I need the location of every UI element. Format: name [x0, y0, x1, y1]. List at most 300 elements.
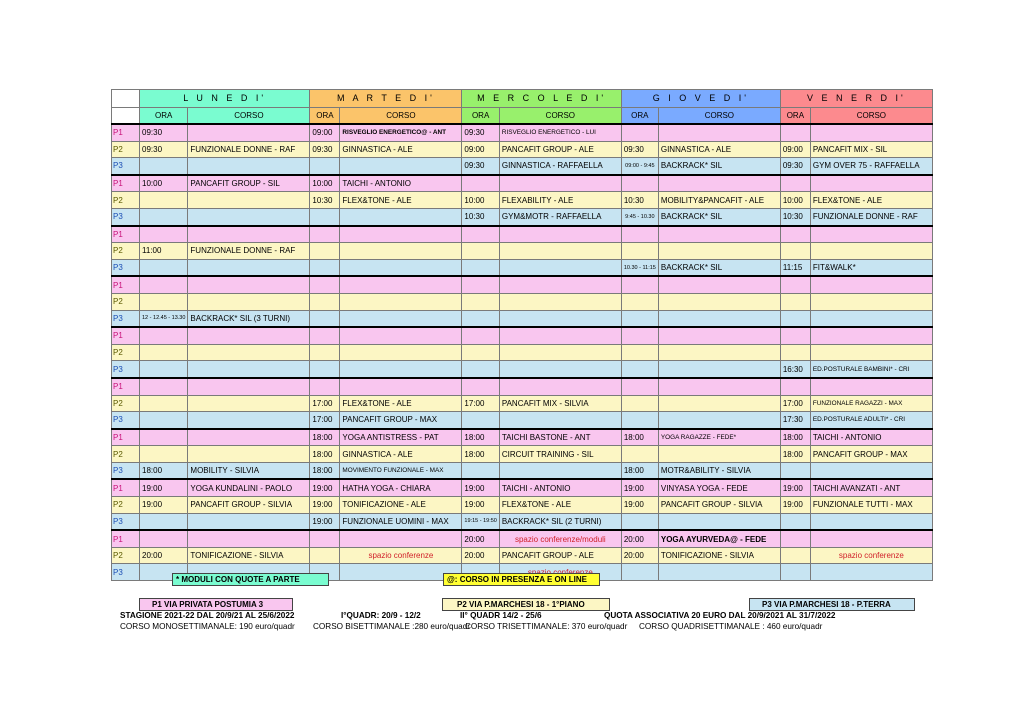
course-cell [188, 378, 310, 395]
table-row [112, 547, 933, 564]
table-row [112, 446, 933, 463]
course-cell [658, 446, 780, 463]
time-cell: 20:00 [140, 547, 188, 564]
time-cell [310, 158, 340, 175]
time-cell [462, 276, 499, 293]
time-cell [140, 361, 188, 378]
course-cell [188, 344, 310, 361]
course-cell [499, 276, 621, 293]
time-cell [310, 276, 340, 293]
location-code: P2 [112, 192, 140, 209]
location-code: P3 [112, 310, 140, 327]
course-cell: FLEX&TONE - ALE [810, 192, 932, 209]
location-p2: P2 VIA P.MARCHESI 18 - 1°PIANO [442, 598, 610, 611]
location-code: P1 [112, 378, 140, 395]
course-cell [810, 124, 932, 141]
course-cell: FUNZIONALE TUTTI - MAX [810, 497, 932, 514]
course-cell [658, 513, 780, 530]
legend-online: @: CORSO IN PRESENZA E ON LINE [443, 573, 600, 586]
course-cell [810, 327, 932, 344]
time-cell [310, 327, 340, 344]
course-cell: HATHA YOGA - CHIARA [340, 479, 462, 496]
time-cell [621, 395, 658, 412]
table-row [112, 479, 933, 496]
time-cell [621, 310, 658, 327]
course-cell [499, 361, 621, 378]
table-row [112, 429, 933, 446]
course-cell [188, 513, 310, 530]
time-cell [780, 530, 810, 547]
ora-header: ORA [140, 108, 188, 125]
time-cell: 10:30 [310, 192, 340, 209]
time-cell: 19:00 [780, 497, 810, 514]
column-header-row [112, 108, 933, 125]
course-cell: TONIFICAZIONE - ALE [340, 497, 462, 514]
course-cell: BACKRACK* SIL (2 TURNI) [499, 513, 621, 530]
course-cell: BACKRACK* SIL (3 TURNI) [188, 310, 310, 327]
course-cell: ED.POSTURALE ADULTI* - CRI [810, 412, 932, 429]
course-cell: FUNZIONALE UOMINI - MAX [340, 513, 462, 530]
time-cell [310, 378, 340, 395]
table-row [112, 378, 933, 395]
table-row [112, 293, 933, 310]
time-cell: 10:00 [780, 192, 810, 209]
time-cell [310, 547, 340, 564]
time-cell [780, 547, 810, 564]
course-cell: BACKRACK* SIL [658, 208, 780, 225]
table-row [112, 259, 933, 276]
location-code: P2 [112, 141, 140, 158]
time-cell: 17:30 [780, 412, 810, 429]
time-cell [140, 446, 188, 463]
course-cell [499, 327, 621, 344]
course-cell [499, 378, 621, 395]
time-cell: 12 - 12.45 - 13.30 [140, 310, 188, 327]
time-cell [140, 344, 188, 361]
time-cell [621, 293, 658, 310]
time-cell: 19:00 [140, 479, 188, 496]
footer-bi: CORSO BISETTIMANALE :280 euro/quadr [313, 622, 470, 631]
time-cell: 18:00 [621, 462, 658, 479]
course-cell: FLEX&TONE - ALE [499, 497, 621, 514]
time-cell: 10:30 [462, 208, 499, 225]
time-cell: 11:00 [140, 243, 188, 260]
ora-header: ORA [621, 108, 658, 125]
time-cell: 10:00 [462, 192, 499, 209]
day-header-row [112, 90, 933, 108]
time-cell [621, 175, 658, 192]
time-cell: 18:00 [310, 429, 340, 446]
time-cell: 18:00 [310, 446, 340, 463]
course-cell [340, 378, 462, 395]
course-cell: spazio conferenze [340, 547, 462, 564]
course-cell: PANCAFIT MIX - SILVIA [499, 395, 621, 412]
time-cell: 19:00 [621, 479, 658, 496]
time-cell [140, 412, 188, 429]
time-cell [140, 226, 188, 243]
time-cell: 16:30 [780, 361, 810, 378]
course-cell: BACKRACK* SIL [658, 259, 780, 276]
time-cell [780, 243, 810, 260]
time-cell: 19:00 [780, 479, 810, 496]
time-cell: 10.30 - 11:15 [621, 259, 658, 276]
time-cell [462, 243, 499, 260]
corso-header: CORSO [810, 108, 932, 125]
footer-mono: CORSO MONOSETTIMANALE: 190 euro/quadr [120, 622, 295, 631]
course-cell [340, 276, 462, 293]
footer-quadri: CORSO QUADRISETTIMANALE : 460 euro/quadr [639, 622, 823, 631]
table-row [112, 124, 933, 141]
time-cell [140, 158, 188, 175]
course-cell: PANCAFIT MIX - SIL [810, 141, 932, 158]
legend-moduli: * MODULI CON QUOTE A PARTE [172, 573, 329, 586]
time-cell: 11:15 [780, 259, 810, 276]
course-cell [810, 276, 932, 293]
time-cell [621, 124, 658, 141]
time-cell: 10:30 [621, 192, 658, 209]
time-cell: 19:00 [621, 497, 658, 514]
course-cell [810, 175, 932, 192]
course-cell: YOGA RAGAZZE - FEDE* [658, 429, 780, 446]
course-cell [188, 361, 310, 378]
location-code: P1 [112, 530, 140, 547]
time-cell: 09:30 [140, 124, 188, 141]
time-cell [621, 344, 658, 361]
course-cell: BACKRACK* SIL [658, 158, 780, 175]
time-cell [780, 124, 810, 141]
time-cell: 20:00 [462, 547, 499, 564]
time-cell: 19:00 [462, 479, 499, 496]
day-header-mercoledi: M E R C O L E D I' [462, 90, 621, 108]
course-cell [810, 226, 932, 243]
location-code: P3 [112, 259, 140, 276]
time-cell: 17:00 [462, 395, 499, 412]
course-cell [658, 327, 780, 344]
time-cell: 10:00 [140, 175, 188, 192]
location-code: P1 [112, 124, 140, 141]
time-cell [621, 564, 658, 581]
location-code: P1 [112, 429, 140, 446]
time-cell [310, 259, 340, 276]
course-cell: MOBILITY&PANCAFIT - ALE [658, 192, 780, 209]
time-cell [310, 293, 340, 310]
course-cell [188, 158, 310, 175]
course-cell [340, 243, 462, 260]
course-cell: RISVEGLIO ENERGETICO@ - ANT [340, 124, 462, 141]
location-code: P2 [112, 344, 140, 361]
time-cell: 10:30 [780, 208, 810, 225]
course-cell [499, 412, 621, 429]
ora-header: ORA [310, 108, 340, 125]
course-cell [658, 310, 780, 327]
course-cell [499, 175, 621, 192]
time-cell [140, 429, 188, 446]
course-cell [658, 395, 780, 412]
course-cell: VINYASA YOGA - FEDE [658, 479, 780, 496]
schedule-table [111, 89, 933, 581]
time-cell: 20:00 [621, 530, 658, 547]
time-cell [621, 226, 658, 243]
time-cell: 18:00 [310, 462, 340, 479]
location-code: P2 [112, 547, 140, 564]
footer-quadr1: I°QUADR: 20/9 - 12/2 [341, 611, 421, 620]
course-cell [810, 243, 932, 260]
course-cell: ED.POSTURALE BAMBINI* - CRI [810, 361, 932, 378]
time-cell: 19:00 [310, 513, 340, 530]
course-cell [340, 293, 462, 310]
table-row [112, 462, 933, 479]
location-code: P1 [112, 226, 140, 243]
course-cell: CIRCUIT TRAINING - SIL [499, 446, 621, 463]
time-cell [621, 327, 658, 344]
course-cell [810, 530, 932, 547]
time-cell: 09:30 [621, 141, 658, 158]
course-cell [340, 327, 462, 344]
corso-header: CORSO [658, 108, 780, 125]
table-row [112, 276, 933, 293]
time-cell [780, 226, 810, 243]
course-cell [658, 175, 780, 192]
time-cell [462, 293, 499, 310]
time-cell: 09:30 [462, 124, 499, 141]
course-cell [188, 395, 310, 412]
course-cell [340, 361, 462, 378]
time-cell [780, 276, 810, 293]
ora-header: ORA [462, 108, 499, 125]
time-cell [780, 378, 810, 395]
course-cell [810, 513, 932, 530]
time-cell [140, 378, 188, 395]
course-cell: YOGA ANTISTRESS - PAT [340, 429, 462, 446]
course-cell [658, 124, 780, 141]
location-code: P1 [112, 175, 140, 192]
course-cell [340, 530, 462, 547]
time-cell: 18:00 [780, 446, 810, 463]
table-row [112, 361, 933, 378]
time-cell [310, 310, 340, 327]
time-cell [310, 530, 340, 547]
course-cell: FUNZIONALE RAGAZZI - MAX [810, 395, 932, 412]
course-cell [810, 344, 932, 361]
time-cell: 18:00 [140, 462, 188, 479]
time-cell [621, 276, 658, 293]
course-cell [188, 276, 310, 293]
course-cell [658, 564, 780, 581]
table-row [112, 243, 933, 260]
time-cell [140, 293, 188, 310]
day-header-lunedi: L U N E D I' [140, 90, 310, 108]
location-code: P2 [112, 446, 140, 463]
table-row [112, 141, 933, 158]
course-cell: TONIFICAZIONE - SILVIA [188, 547, 310, 564]
course-cell: RISVEGLIO ENERGETICO - LUI [499, 124, 621, 141]
course-cell [499, 259, 621, 276]
course-cell [188, 259, 310, 276]
course-cell [340, 344, 462, 361]
time-cell: 09:30 [780, 158, 810, 175]
course-cell [658, 412, 780, 429]
table-row [112, 497, 933, 514]
time-cell: 19:00 [310, 497, 340, 514]
course-cell: MOTR&ABILITY - SILVIA [658, 462, 780, 479]
time-cell: 09:00 [310, 124, 340, 141]
time-cell [462, 175, 499, 192]
course-cell [499, 310, 621, 327]
time-cell: 20:00 [462, 530, 499, 547]
time-cell [310, 361, 340, 378]
time-cell [780, 310, 810, 327]
time-cell: 18:00 [621, 429, 658, 446]
location-code: P2 [112, 497, 140, 514]
course-cell [810, 462, 932, 479]
time-cell: 10:00 [310, 175, 340, 192]
footer-tri: CORSO TRISETTIMANALE: 370 euro/quadr [465, 622, 628, 631]
course-cell [658, 293, 780, 310]
course-cell: FUNZIONALE DONNE - RAF [810, 208, 932, 225]
corner-cell [112, 90, 140, 108]
course-cell: PANCAFIT GROUP - SIL [188, 175, 310, 192]
course-cell [810, 564, 932, 581]
course-cell [810, 378, 932, 395]
course-cell [340, 310, 462, 327]
course-cell [658, 344, 780, 361]
course-cell [188, 124, 310, 141]
course-cell: GYM&MOTR - RAFFAELLA [499, 208, 621, 225]
day-header-giovedi: G I O V E D I' [621, 90, 780, 108]
course-cell [658, 243, 780, 260]
table-row [112, 513, 933, 530]
course-cell: PANCAFIT GROUP - ALE [499, 547, 621, 564]
course-cell: FLEX&TONE - ALE [340, 192, 462, 209]
footer-quota: QUOTA ASSOCIATIVA 20 EURO DAL 20/9/2021 AL 31/7/2022 [604, 611, 836, 620]
course-cell: FIT&WALK* [810, 259, 932, 276]
course-cell [499, 462, 621, 479]
course-cell [658, 378, 780, 395]
time-cell [780, 564, 810, 581]
location-code: P3 [112, 462, 140, 479]
time-cell [462, 344, 499, 361]
location-code: P3 [112, 208, 140, 225]
time-cell [310, 208, 340, 225]
location-code: P1 [112, 327, 140, 344]
time-cell [621, 243, 658, 260]
time-cell [621, 361, 658, 378]
course-cell: MOVIMENTO FUNZIONALE - MAX [340, 462, 462, 479]
course-cell: GINNASTICA - ALE [340, 446, 462, 463]
time-cell [780, 513, 810, 530]
course-cell: GINNASTICA - ALE [658, 141, 780, 158]
time-cell: 09:00 [462, 141, 499, 158]
course-cell [340, 158, 462, 175]
table-row [112, 175, 933, 192]
course-cell [188, 412, 310, 429]
time-cell: 19:15 - 19:50 [462, 513, 499, 530]
time-cell [462, 462, 499, 479]
location-code: P2 [112, 395, 140, 412]
course-cell [499, 293, 621, 310]
time-cell: 20:00 [621, 547, 658, 564]
table-row [112, 192, 933, 209]
day-header-martedi: M A R T E D I' [310, 90, 462, 108]
location-code: P2 [112, 293, 140, 310]
footer-stagione: STAGIONE 2021-22 DAL 20/9/21 AL 25/6/2022 [120, 611, 295, 620]
table-row [112, 158, 933, 175]
location-code: P3 [112, 412, 140, 429]
course-cell [340, 259, 462, 276]
footer-quadr2: II° QUADR 14/2 - 25/6 [460, 611, 542, 620]
course-cell: MOBILITY - SILVIA [188, 462, 310, 479]
course-cell [499, 344, 621, 361]
time-cell: 9:45 - 10.30 [621, 208, 658, 225]
course-cell: GINNASTICA - RAFFAELLA [499, 158, 621, 175]
course-cell: YOGA KUNDALINI - PAOLO [188, 479, 310, 496]
course-cell [188, 226, 310, 243]
table-row [112, 530, 933, 547]
time-cell [621, 446, 658, 463]
course-cell: GYM OVER 75 - RAFFAELLA [810, 158, 932, 175]
corso-header: CORSO [188, 108, 310, 125]
time-cell: 18:00 [780, 429, 810, 446]
time-cell: 17:00 [310, 412, 340, 429]
time-cell [140, 192, 188, 209]
time-cell: 19:00 [462, 497, 499, 514]
table-row [112, 310, 933, 327]
course-cell: PANCAFIT GROUP - MAX [340, 412, 462, 429]
time-cell [140, 395, 188, 412]
course-cell: PANCAFIT GROUP - SILVIA [658, 497, 780, 514]
location-code: P3 [112, 513, 140, 530]
course-cell [188, 446, 310, 463]
course-cell: TAICHI - ANTONIO [810, 429, 932, 446]
course-cell [810, 293, 932, 310]
location-p3: P3 VIA P.MARCHESI 18 - P.TERRA [749, 598, 915, 611]
course-cell [188, 530, 310, 547]
course-cell: PANCAFIT GROUP - MAX [810, 446, 932, 463]
corner-cell [112, 108, 140, 125]
course-cell [188, 293, 310, 310]
time-cell [462, 327, 499, 344]
time-cell [780, 344, 810, 361]
location-code: P3 [112, 361, 140, 378]
course-cell [810, 310, 932, 327]
day-header-venerdi: V E N E R D I' [780, 90, 932, 108]
time-cell [140, 259, 188, 276]
table-row [112, 208, 933, 225]
time-cell [310, 243, 340, 260]
course-cell [188, 429, 310, 446]
time-cell [140, 208, 188, 225]
course-cell [658, 276, 780, 293]
time-cell [780, 327, 810, 344]
location-code: P3 [112, 158, 140, 175]
course-cell [188, 208, 310, 225]
table-row [112, 226, 933, 243]
location-code: P1 [112, 479, 140, 496]
time-cell [621, 412, 658, 429]
course-cell: TAICHI AVANZATI - ANT [810, 479, 932, 496]
course-cell: TAICHI - ANTONIO [340, 175, 462, 192]
time-cell [621, 378, 658, 395]
time-cell: 09:30 [462, 158, 499, 175]
course-cell: PANCAFIT GROUP - SILVIA [188, 497, 310, 514]
time-cell: 17:00 [310, 395, 340, 412]
course-cell: TAICHI - ANTONIO [499, 479, 621, 496]
table-row [112, 344, 933, 361]
time-cell: 09:00 [780, 141, 810, 158]
time-cell: 18:00 [462, 446, 499, 463]
time-cell: 18:00 [462, 429, 499, 446]
time-cell [462, 310, 499, 327]
